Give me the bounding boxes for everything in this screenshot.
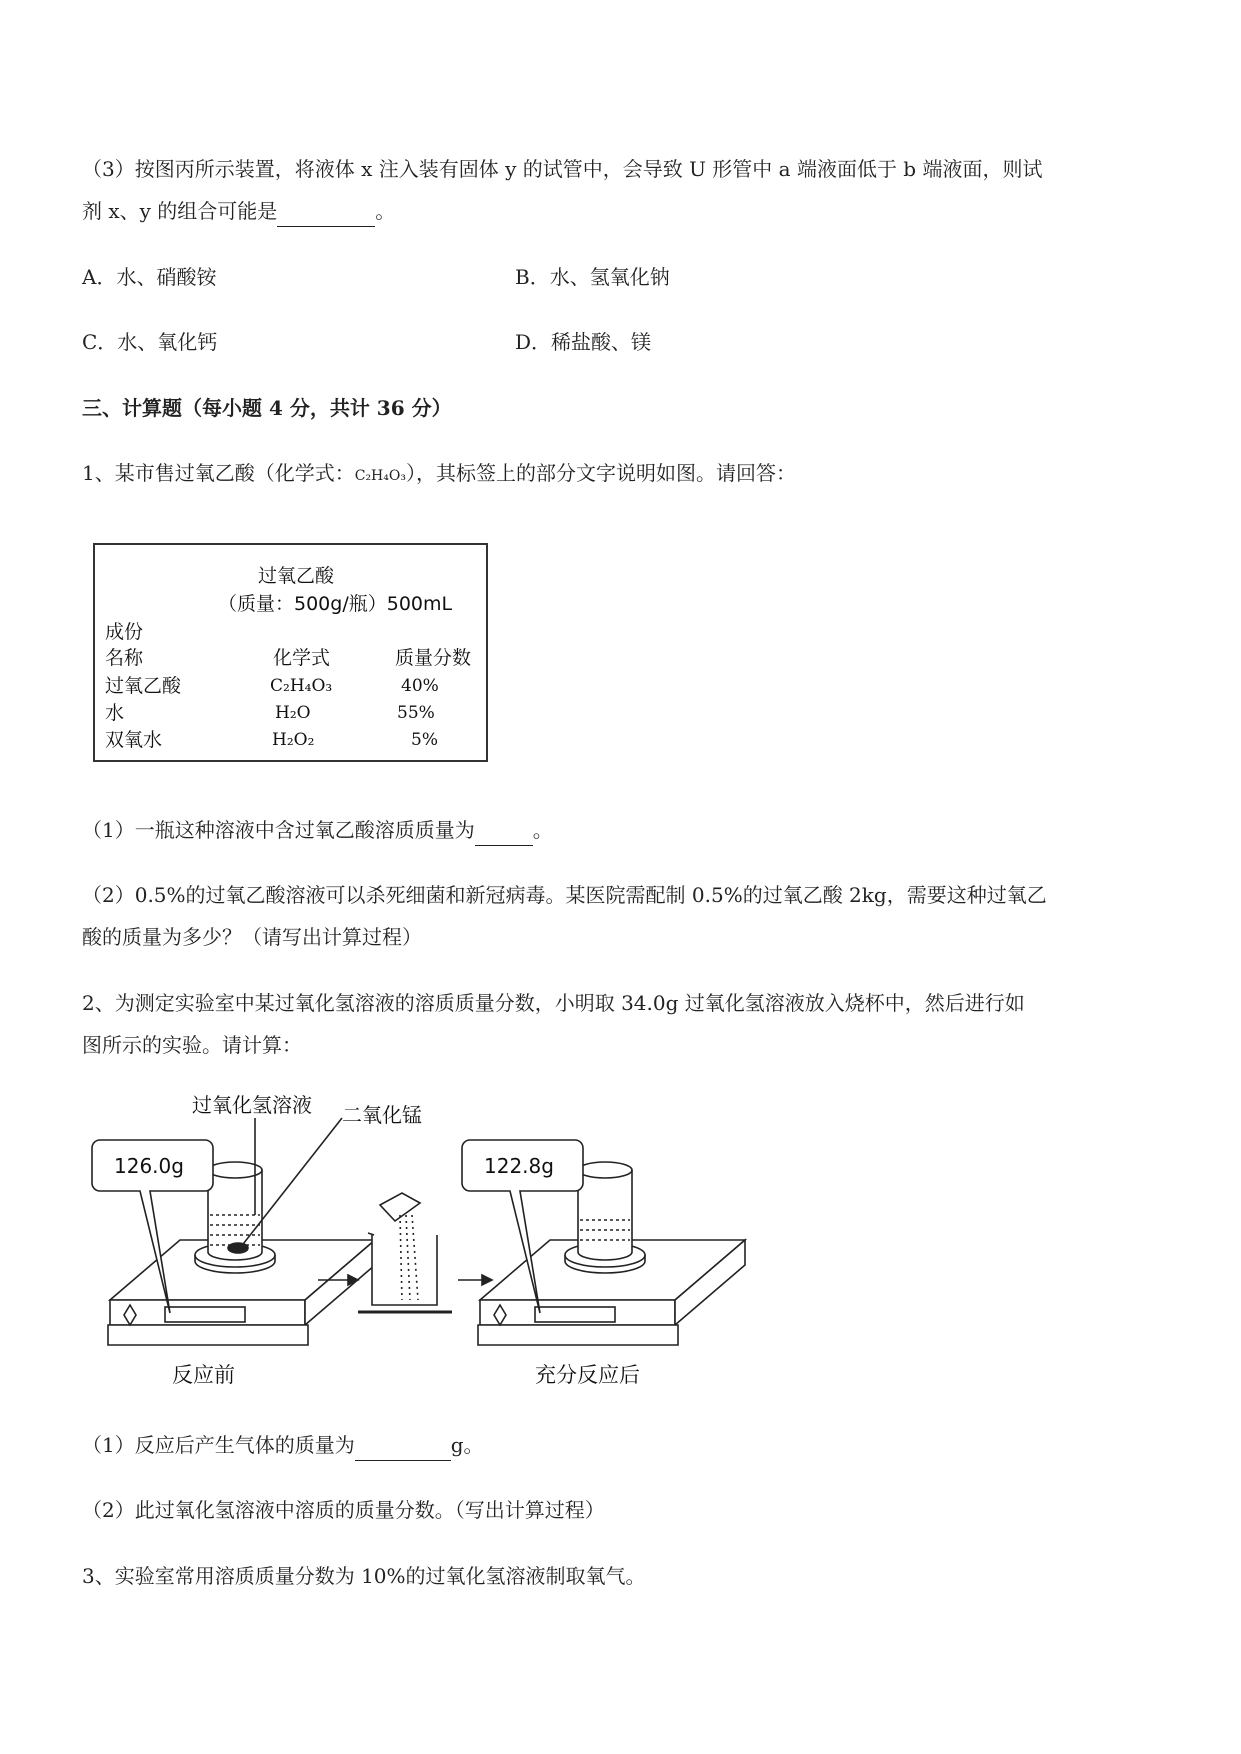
p1-q1-answer-blank[interactable]: [475, 815, 533, 846]
p1-q1: [82, 815, 553, 846]
p1-q2-line2: 酸的质量为多少？（请写出计算过程）: [82, 925, 422, 949]
label-composition: 成份: [105, 621, 144, 643]
reaction-beaker: [372, 1235, 437, 1305]
q3-option-d[interactable]: D．稀盐酸、镁: [515, 330, 652, 354]
q3-text-line2: [82, 196, 395, 227]
q3-option-b[interactable]: B．水、氢氧化钠: [515, 265, 670, 289]
q3-answer-blank[interactable]: [277, 196, 375, 227]
label-row-fraction: 40%: [401, 676, 439, 696]
balance-reading-after: 122.8g: [484, 1154, 554, 1178]
q3-option-c[interactable]: C．水、氧化钙: [82, 330, 218, 354]
p1-formula: C₂H₄O₃: [354, 468, 406, 484]
label-h2o2: 过氧化氢溶液: [192, 1093, 312, 1117]
caption-after: 充分反应后: [535, 1363, 640, 1387]
label-title: 过氧乙酸: [258, 565, 335, 587]
q3-text-line1: （3）按图丙所示装置，将液体 x 注入装有固体 y 的试管中，会导致 U 形管中 a 端液面低于 b 端液面，则试: [82, 157, 1043, 181]
label-row-fraction: 55%: [397, 703, 435, 723]
label-row-name: 双氧水: [105, 729, 163, 751]
p1-q1-prefix: （1）一瓶这种溶液中含过氧乙酸溶质质量为: [82, 818, 475, 842]
p1-intro-suffix: ），其标签上的部分文字说明如图。请回答：: [405, 461, 796, 485]
p2-q1-prefix: （1）反应后产生气体的质量为: [82, 1433, 355, 1457]
label-row-fraction: 5%: [411, 730, 438, 750]
mno2-container: [228, 1243, 248, 1253]
p1-intro-prefix: 1、某市售过氧乙酸（化学式：: [82, 461, 355, 485]
label-mno2: 二氧化锰: [342, 1103, 422, 1127]
q3-option-a[interactable]: A．水、硝酸铵: [82, 265, 217, 289]
label-row-name: 水: [105, 702, 125, 724]
q3-text-prefix: 剂 x、y 的组合可能是: [82, 199, 278, 223]
label-row-formula: H₂O₂: [272, 730, 315, 750]
beaker: [578, 1170, 632, 1260]
p1-q2-line1: （2）0.5%的过氧乙酸溶液可以杀死细菌和新冠病毒。某医院需配制 0.5%的过氧乙酸 2kg，需要这种过氧乙: [82, 883, 1047, 907]
label-subtitle: （质量：500g/瓶）500mL: [218, 593, 453, 615]
p2-q1-answer-blank[interactable]: [355, 1430, 451, 1461]
balance-reading-before: 126.0g: [114, 1154, 184, 1178]
product-label-box: [93, 543, 488, 762]
section3-heading: 三、计算题（每小题 4 分，共计 36 分）: [82, 396, 452, 420]
p2-intro-line2: 图所示的实验。请计算：: [82, 1033, 302, 1057]
balance-experiment-figure: [80, 1090, 1160, 1410]
p2-q1: [82, 1430, 484, 1461]
label-row-formula: C₂H₄O₃: [270, 676, 333, 696]
label-col-name: 名称: [105, 647, 144, 669]
p2-q2: （2）此过氧化氢溶液中溶质的质量分数。（写出计算过程）: [82, 1498, 605, 1522]
p3-intro: 3、实验室常用溶质质量分数为 10%的过氧化氢溶液制取氧气。: [82, 1564, 646, 1588]
label-col-fraction: 质量分数: [395, 647, 472, 669]
label-col-formula: 化学式: [273, 647, 331, 669]
p1-intro: [82, 458, 796, 491]
p2-q1-suffix: g。: [450, 1433, 484, 1457]
label-row-name: 过氧乙酸: [105, 675, 182, 697]
label-row-formula: H₂O: [275, 703, 311, 723]
q3-text-suffix: 。: [375, 199, 396, 223]
p1-q1-suffix: 。: [532, 818, 553, 842]
caption-before: 反应前: [172, 1363, 235, 1387]
p2-intro-line1: 2、为测定实验室中某过氧化氢溶液的溶质质量分数，小明取 34.0g 过氧化氢溶液放入烧杯中，然后进行如: [82, 991, 1025, 1015]
